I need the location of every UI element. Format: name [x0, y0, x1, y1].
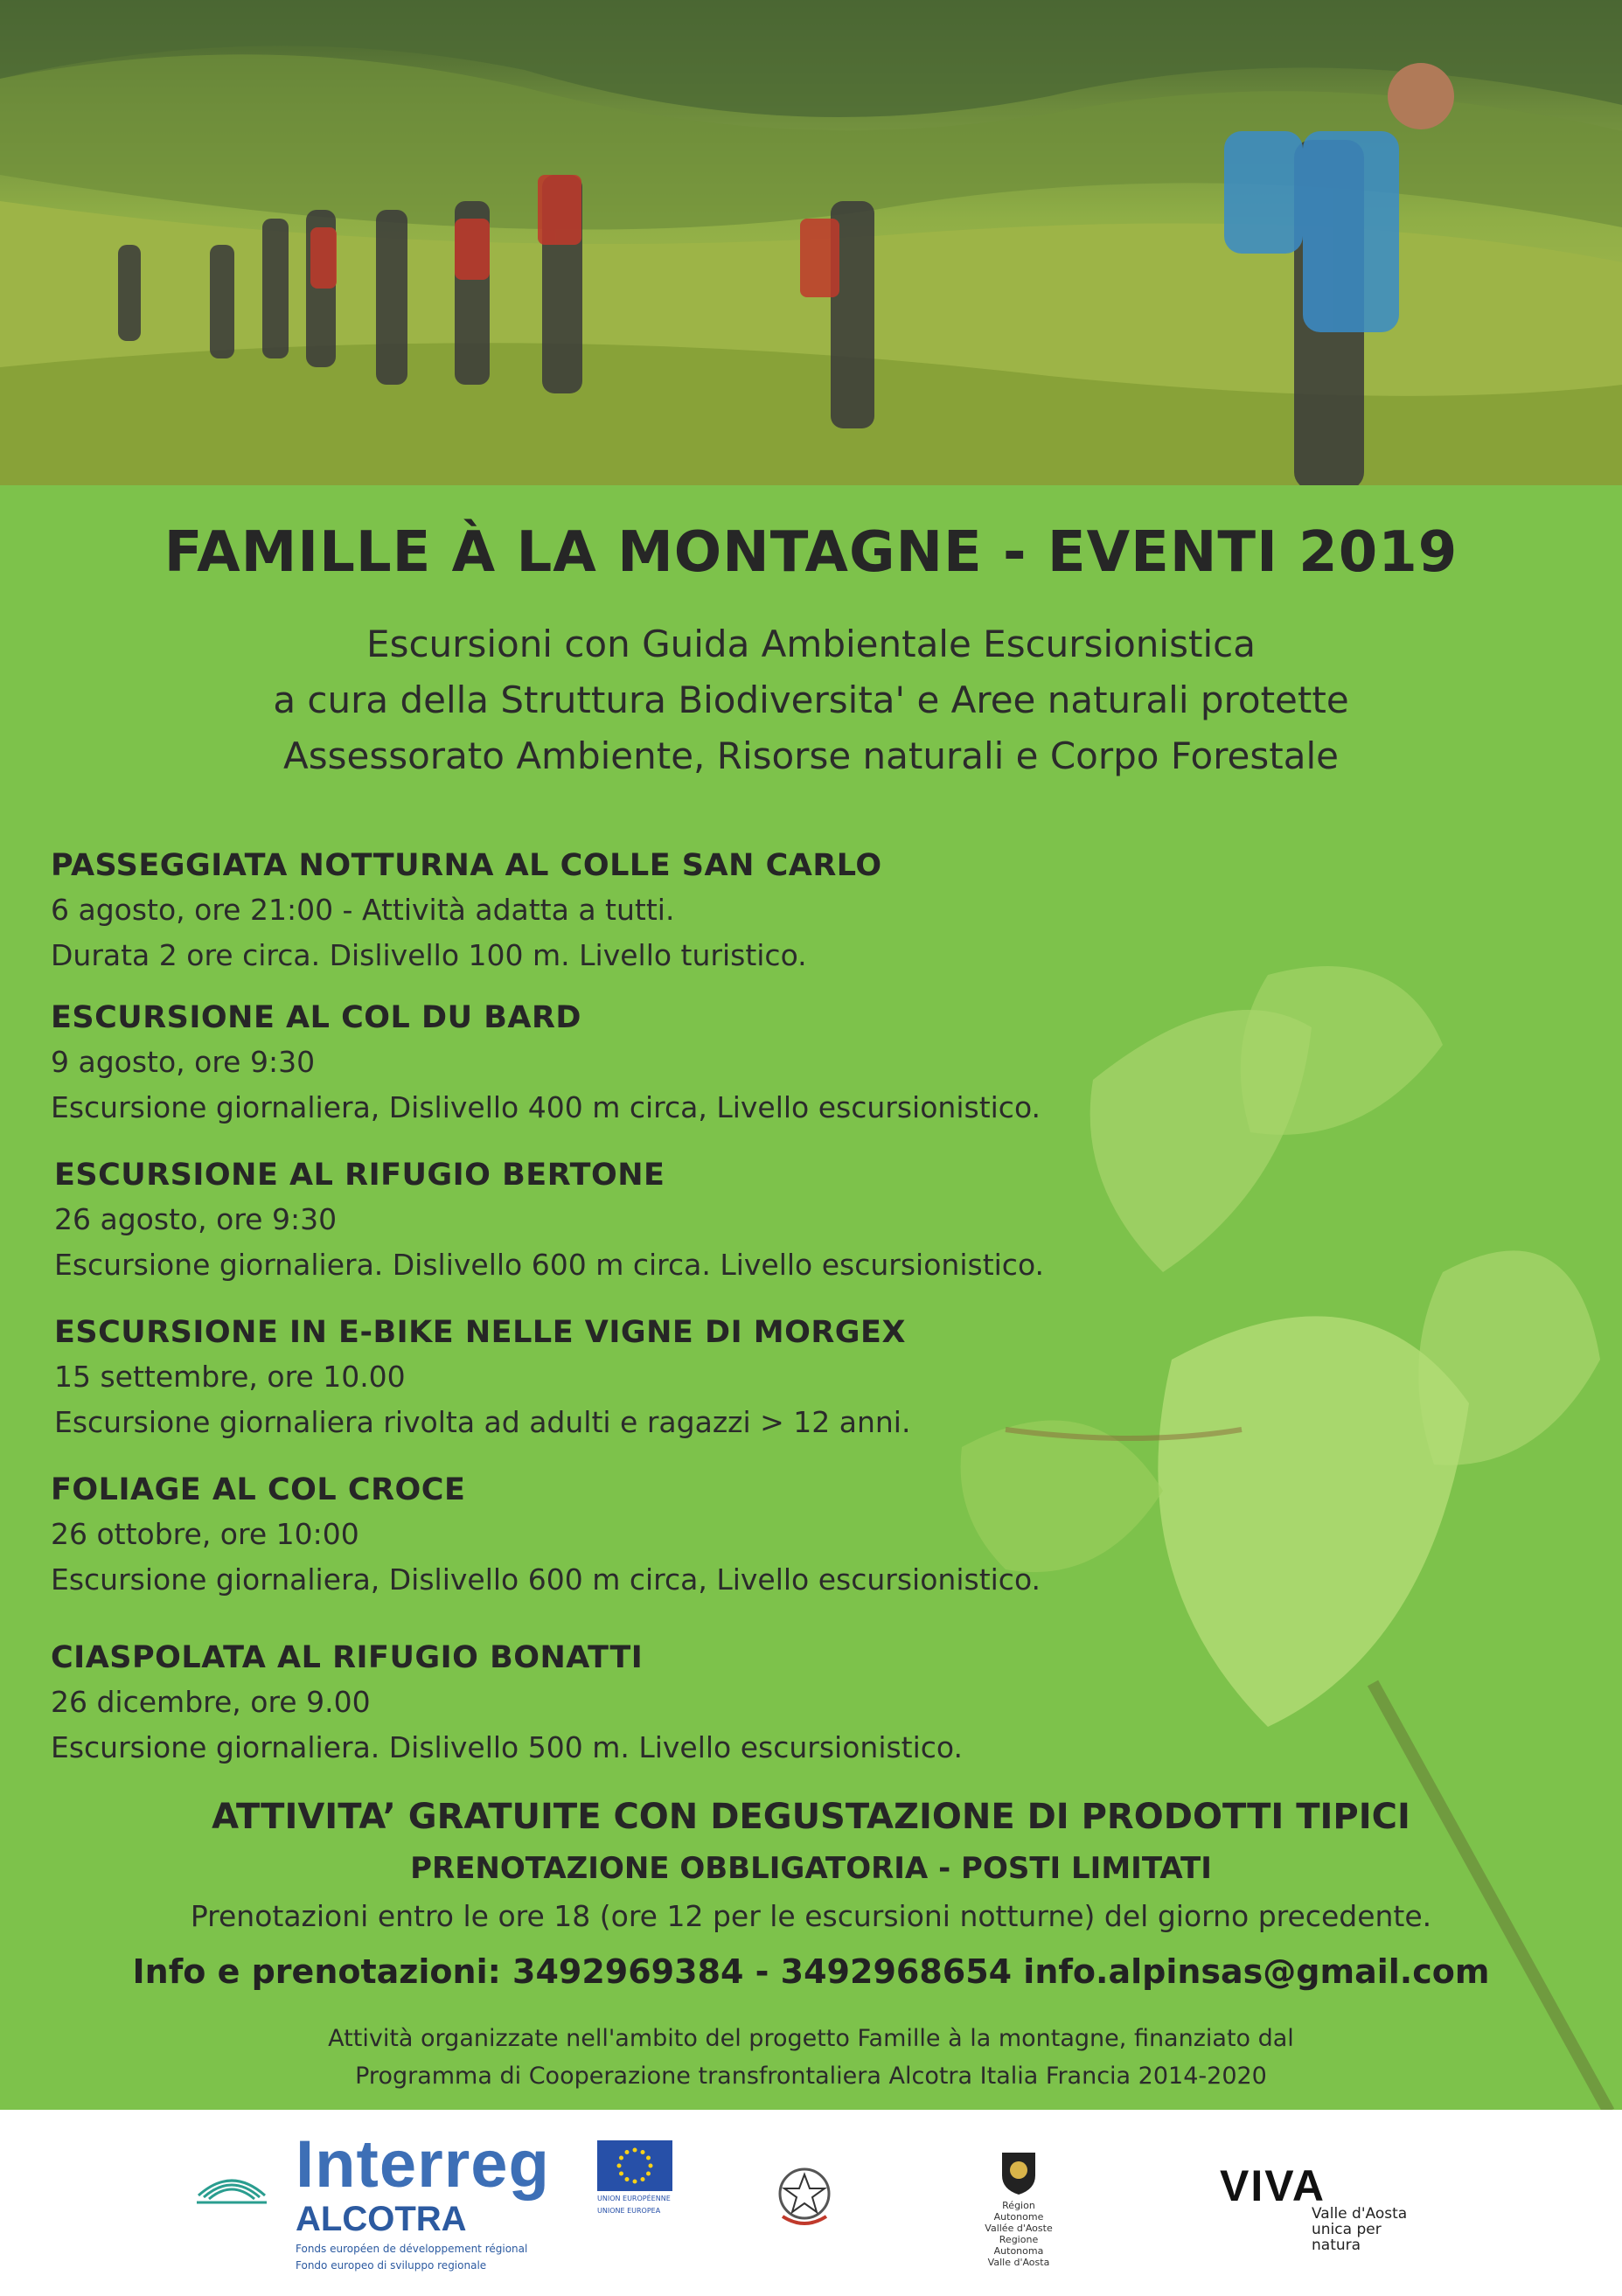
booking-required: PRENOTAZIONE OBBLIGATORIA - POSTI LIMITATI: [410, 1851, 1212, 1886]
event-item: [51, 996, 1362, 1131]
event-item: [54, 1311, 1366, 1445]
project-note-line: Attività organizzate nell'ambito del progetto Famille à la montagne, finanziato dal: [328, 2025, 1294, 2052]
alcotra-wordmark: ALCOTRA: [296, 2200, 467, 2238]
vda-shield-icon: [999, 2149, 1039, 2196]
event-date: 26 dicembre, ore 9.00: [51, 1685, 371, 1719]
subtitle-line: Escursioni con Guida Ambientale Escursionistica: [366, 623, 1256, 665]
eu-label-it: UNIONE EUROPEA: [597, 2207, 661, 2215]
alcotra-mountain-icon: [197, 2162, 267, 2206]
poster-title: FAMILLE À LA MONTAGNE - EVENTI 2019: [164, 520, 1458, 585]
event-date: 26 agosto, ore 9:30: [54, 1202, 338, 1236]
event-item: [51, 1636, 1362, 1771]
event-details: Escursione giornaliera. Dislivello 500 m. Livello escursionistico.: [51, 1730, 964, 1764]
event-details: Durata 2 ore circa. Dislivello 100 m. Livello turistico.: [51, 938, 807, 972]
event-date: 15 settembre, ore 10.00: [54, 1360, 406, 1394]
fonds-fr: Fonds européen de développement régional: [296, 2243, 528, 2255]
italian-republic-emblem-icon: [774, 2162, 835, 2232]
vda-label: Valle d'Aosta: [987, 2257, 1050, 2268]
valle-aosta-region-logo: [979, 2149, 1058, 2268]
event-details: Escursione giornaliera, Dislivello 600 m circa, Livello escursionistico.: [51, 1562, 1041, 1597]
event-title: ESCURSIONE IN E-BIKE NELLE VIGNE DI MORGEX: [54, 1315, 906, 1350]
viva-tagline-line: Valle d'Aosta: [1312, 2205, 1408, 2223]
event-item: [54, 1153, 1366, 1288]
event-date: 26 ottobre, ore 10:00: [51, 1517, 359, 1551]
event-title: FOLIAGE AL COL CROCE: [51, 1472, 466, 1507]
event-date: 6 agosto, ore 21:00 - Attività adatta a tutti.: [51, 893, 675, 927]
event-details: Escursione giornaliera. Dislivello 600 m circa. Livello escursionistico.: [54, 1248, 1045, 1282]
interreg-wordmark: Interreg: [296, 2127, 550, 2202]
event-details: Escursione giornaliera rivolta ad adulti e ragazzi > 12 anni.: [54, 1405, 911, 1439]
viva-tagline: [1312, 2206, 1430, 2253]
event-title: ESCURSIONE AL COL DU BARD: [51, 1000, 581, 1035]
hero-photo: [0, 0, 1622, 485]
contact-info: Info e prenotazioni: 3492969384 - 3492968654 info.alpinsas@gmail.com: [132, 1952, 1490, 1991]
vda-label: Région Autonome: [993, 2200, 1044, 2223]
interreg-logo: [296, 2127, 575, 2272]
event-title: PASSEGGIATA NOTTURNA AL COLLE SAN CARLO: [51, 848, 882, 883]
eu-flag-icon: [597, 2140, 672, 2191]
viva-wordmark: VIVA: [1220, 2161, 1326, 2210]
content-panel: [0, 485, 1622, 2110]
hikers-illustration: [0, 0, 1622, 485]
project-note: [0, 2020, 1622, 2095]
fonds-it: Fondo europeo di sviluppo regionale: [296, 2259, 487, 2272]
subtitle-line: Assessorato Ambiente, Risorse naturali e Corpo Forestale: [283, 734, 1339, 777]
vda-label: Regione Autonoma: [993, 2234, 1044, 2257]
vda-label: Vallée d'Aoste: [985, 2223, 1053, 2234]
event-item: [51, 844, 1362, 978]
poster-subtitle: [0, 616, 1622, 784]
event-item: [51, 1468, 1362, 1603]
eu-logo: [597, 2140, 676, 2216]
free-activities-banner: ATTIVITA’ GRATUITE CON DEGUSTAZIONE DI PRODOTTI TIPICI: [212, 1797, 1410, 1837]
event-title: ESCURSIONE AL RIFUGIO BERTONE: [54, 1158, 665, 1193]
eu-label-fr: UNION EUROPÉENNE: [597, 2195, 671, 2202]
subtitle-line: a cura della Struttura Biodiversita' e Aree naturali protette: [273, 678, 1349, 721]
event-title: CIASPOLATA AL RIFUGIO BONATTI: [51, 1640, 644, 1675]
sponsor-logos: [0, 2110, 1622, 2296]
project-note-line: Programma di Cooperazione transfrontaliera Alcotra Italia Francia 2014-2020: [355, 2063, 1267, 2090]
booking-deadline: Prenotazioni entro le ore 18 (ore 12 per le escursioni notturne) del giorno precedente.: [190, 1899, 1432, 1933]
viva-tagline-line: unica per natura: [1312, 2221, 1382, 2254]
event-details: Escursione giornaliera, Dislivello 400 m circa, Livello escursionistico.: [51, 1090, 1041, 1124]
viva-logo: [1220, 2161, 1430, 2254]
event-date: 9 agosto, ore 9:30: [51, 1045, 316, 1079]
